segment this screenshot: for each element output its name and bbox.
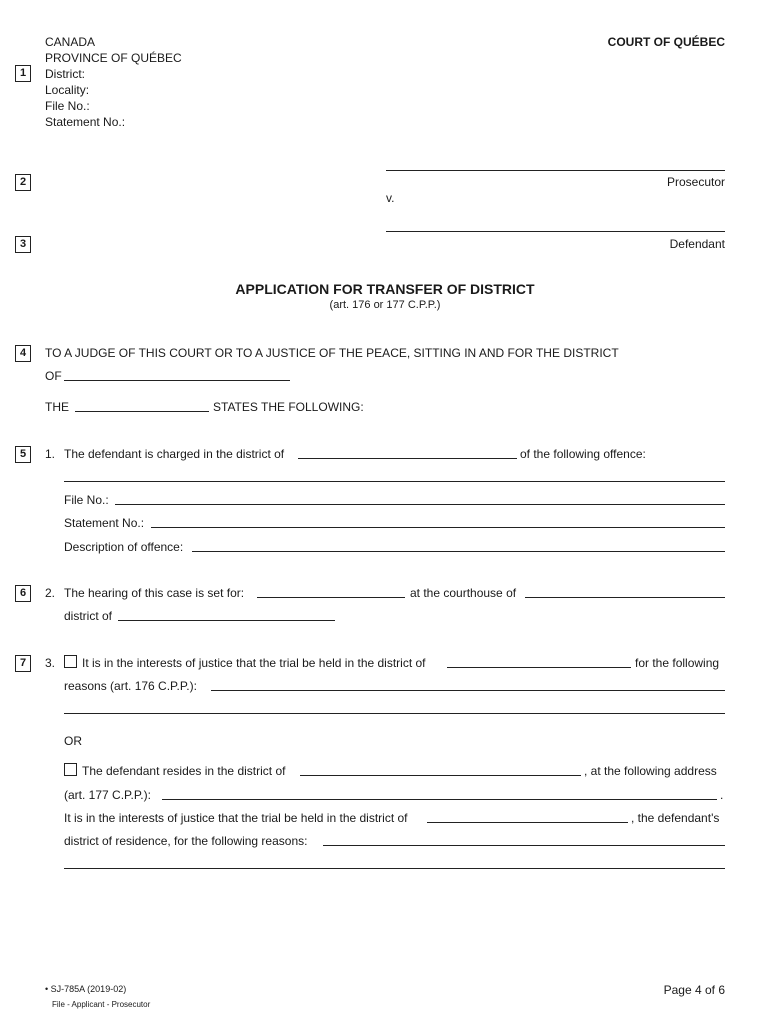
description-label: Description of offence: <box>64 540 184 554</box>
defendants-label: , the defendant's <box>631 811 720 825</box>
item-number-1: 1. <box>45 447 56 461</box>
header-line: PROVINCE OF QUÉBEC <box>45 51 182 65</box>
courthouse-field[interactable] <box>525 597 725 598</box>
description-field[interactable] <box>192 551 725 552</box>
reasons176-field-2[interactable] <box>64 713 725 714</box>
charged-district-field[interactable] <box>298 458 517 459</box>
charged-label: The defendant is charged in the district of <box>64 447 285 461</box>
states-label: STATES THE FOLLOWING: <box>213 400 364 414</box>
addressee-line: TO A JUDGE OF THIS COURT OR TO A JUSTICE OF THE PEACE, SITTING IN AND FOR THE DISTRICT <box>45 346 619 360</box>
document-subtitle: (art. 176 or 177 C.P.P.) <box>329 299 441 311</box>
distribution-note: File - Applicant - Prosecutor <box>52 1000 151 1009</box>
hearing-date-field[interactable] <box>257 597 405 598</box>
applicant-field[interactable] <box>75 411 209 412</box>
reasons177-field[interactable] <box>323 845 725 846</box>
file-no-label: File No.: <box>64 493 109 507</box>
defendant-label: Defendant <box>669 237 725 251</box>
for-following-label: for the following <box>635 656 720 670</box>
section-number-7: 7 <box>15 655 31 672</box>
address-label: , at the following address <box>584 764 717 778</box>
prosecutor-label: Prosecutor <box>666 175 725 189</box>
item-number-3: 3. <box>45 656 56 670</box>
art176-checkbox[interactable] <box>64 655 77 668</box>
reasons176-label: reasons (art. 176 C.P.P.): <box>64 679 197 693</box>
defendant-field[interactable] <box>386 231 725 232</box>
or-label: OR <box>64 734 82 748</box>
of-label: OF <box>45 369 62 383</box>
file-no-field[interactable] <box>115 504 725 505</box>
jurisdiction-block <box>45 34 182 130</box>
header-line: File No.: <box>45 99 90 113</box>
section-number-1: 1 <box>15 65 31 82</box>
hearing-label: The hearing of this case is set for: <box>64 586 245 600</box>
reasons176-field[interactable] <box>211 690 725 691</box>
offence-label: of the following offence: <box>520 447 646 461</box>
district-field[interactable] <box>64 380 290 381</box>
versus-label: v. <box>386 191 395 205</box>
offence-field[interactable] <box>64 481 725 482</box>
section-number-4: 4 <box>15 345 31 362</box>
page-number: Page 4 of 6 <box>663 983 725 997</box>
court-name: COURT OF QUÉBEC <box>607 35 725 49</box>
document-title: APPLICATION FOR TRANSFER OF DISTRICT <box>235 281 535 297</box>
art177-label: (art. 177 C.P.P.): <box>64 788 151 802</box>
prosecutor-field[interactable] <box>386 170 725 171</box>
section-number-2: 2 <box>15 174 31 191</box>
courthouse-label: at the courthouse of <box>410 586 517 600</box>
reasons177-field-2[interactable] <box>64 868 725 869</box>
art177-checkbox[interactable] <box>64 763 77 776</box>
district-of-label: district of <box>64 609 113 623</box>
trial-district-field-2[interactable] <box>427 822 628 823</box>
header-line: Statement No.: <box>45 115 126 129</box>
section-number-5: 5 <box>15 446 31 463</box>
resides-label: The defendant resides in the district of <box>82 764 286 778</box>
residence-district-field[interactable] <box>300 775 581 776</box>
header-line: Locality: <box>45 83 90 97</box>
section-number-3: 3 <box>15 236 31 253</box>
the-label: THE <box>45 400 69 414</box>
item-number-2: 2. <box>45 586 56 600</box>
statement-no-label: Statement No.: <box>64 516 145 530</box>
section-number-6: 6 <box>15 585 31 602</box>
interests-label: It is in the interests of justice that the trial be held in the district of <box>82 656 426 670</box>
address-period: . <box>720 788 724 802</box>
header-line: CANADA <box>45 35 96 49</box>
address-field[interactable] <box>162 799 717 800</box>
interests2-label: It is in the interests of justice that the trial be held in the district of <box>64 811 408 825</box>
trial-district-field[interactable] <box>447 667 631 668</box>
hearing-district-field[interactable] <box>118 620 335 621</box>
statement-no-field[interactable] <box>151 527 725 528</box>
form-code: • SJ-785A (2019-02) <box>45 984 127 994</box>
header-line: District: <box>45 67 85 81</box>
residence-reasons-label: district of residence, for the following reasons: <box>64 834 308 848</box>
